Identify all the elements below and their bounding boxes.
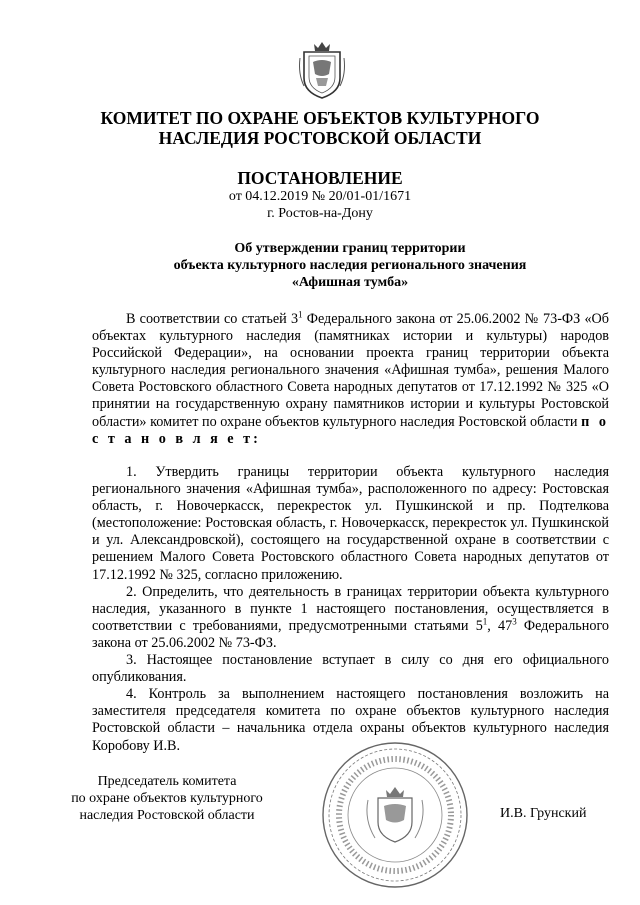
subject-line1: Об утверждении границ территории: [234, 241, 466, 256]
position-line3: наследия Ростовской области: [79, 808, 255, 823]
item-2: [92, 584, 609, 652]
position-line1: Председатель комитета: [97, 774, 237, 789]
official-seal-stamp: [320, 740, 470, 890]
subject-line2: объекта культурного наследия регионального значения: [173, 258, 527, 273]
preamble-text-1: В соответствии со статьей 3: [126, 311, 299, 327]
signatory-position: [62, 773, 272, 824]
coat-of-arms-emblem: [296, 38, 348, 102]
position-line2: по охране объектов культурного: [71, 791, 263, 806]
item-2-text-2: , 47: [487, 617, 513, 634]
item-2-text-3: Федерального закона от 25.06.2002 № 73-ФЗ.: [92, 617, 610, 651]
item-2-text-1: 2. Определить, что деятельность в границах территории объекта культурного наследия, указанного в пункте 1 настоящего постановления, осуществляется в соответствии с требованиями, предусмотренными статьями 5: [92, 583, 609, 634]
item-4: 4. Контроль за выполнением настоящего постановления возложить на заместителя председателя комитета по охране объектов культурного наследия Ростовской области – начальника отдела охраны объектов культурного наследия Коробову И.В.: [92, 686, 609, 754]
item-2-sup-1: 1: [482, 616, 488, 627]
document-city: г. Ростов-на-Дону: [267, 206, 373, 221]
document-type: ПОСТАНОВЛЕНИЕ: [237, 168, 403, 188]
preamble-text-2: Федерального закона от 25.06.2002 № 73-ФЗ «Об объектах культурного наследия (памятниках истории и культуры) народов Российской Федерации», на основании проекта границ территории объекта культурного наследия регионального значения «Афишная тумба», решения Малого Совета Ростовского областного Совета народных депутатов от 17.12.1992 № 325 «О принятии на государственную охрану памятников истории и культуры Ростовской области» комитет по охране объектов культурного наследия Ростовской области: [92, 311, 609, 430]
committee-title-line2: НАСЛЕДИЯ РОСТОВСКОЙ ОБЛАСТИ: [158, 128, 482, 148]
committee-title-line1: КОМИТЕТ ПО ОХРАНЕ ОБЪЕКТОВ КУЛЬТУРНОГО: [100, 108, 540, 128]
preamble-sup-1: 1: [298, 309, 303, 320]
document-date-number: от 04.12.2019 № 20/01-01/1671: [228, 189, 412, 204]
subject-line3: «Афишная тумба»: [291, 275, 409, 290]
document-subject: [150, 240, 550, 291]
item-1: 1. Утвердить границы территории объекта культурного наследия регионального значения «Афишная тумба», расположенного по адресу: Ростовская область, г. Новочеркасск, перекресток ул. Пушкинской и пр. Подтелкова (местоположение: Ростовская область, г. Новочеркасск, перекресток ул. Пушкинской и ул. Александровской), состоящего на государственной охране в соответствии с решением Малого Совета Ростовского областного Совета народных депутатов от 17.12.1992 № 325, согласно приложению.: [92, 464, 609, 583]
decree-items: [92, 464, 609, 755]
item-3: 3. Настоящее постановление вступает в силу со дня его официального опубликования.: [92, 652, 609, 686]
signatory-name: И.В. Грунский: [500, 806, 587, 821]
preamble-paragraph: [92, 311, 609, 448]
decree-word: п о с т а н о в л я е т:: [92, 413, 609, 447]
item-2-sup-2: 3: [512, 616, 517, 627]
